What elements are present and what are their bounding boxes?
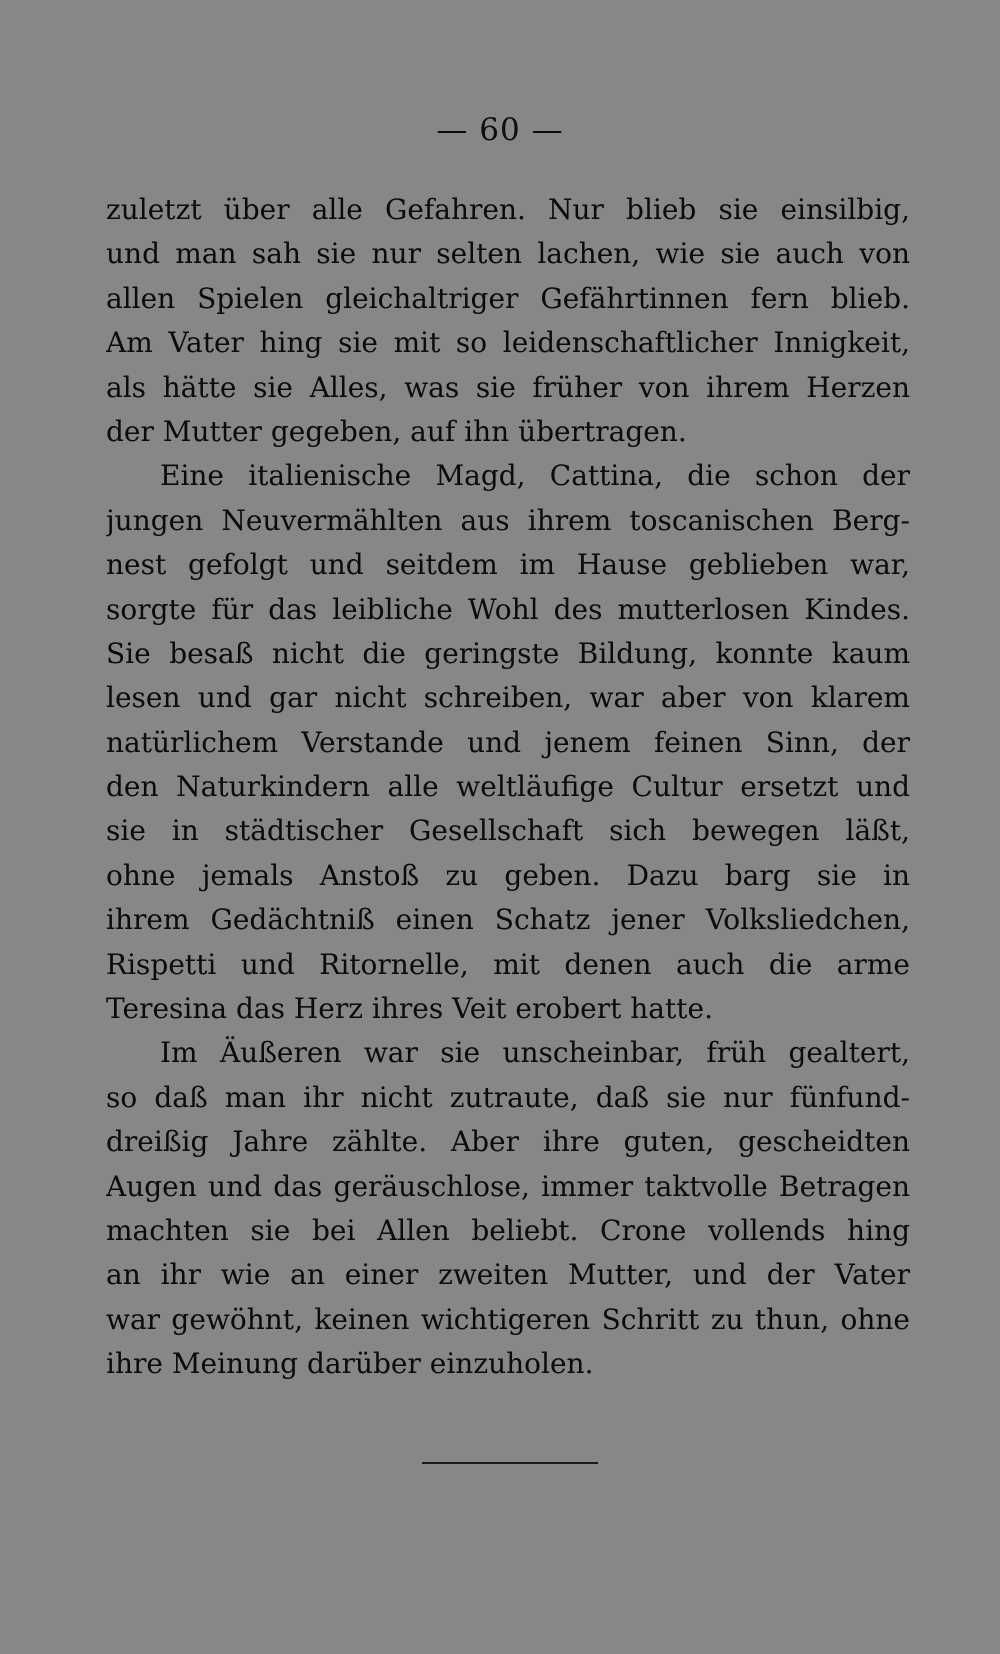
text-line: Eine italienische Magd, Cattina, die schon der bbox=[160, 459, 910, 493]
paragraph bbox=[106, 1031, 910, 1386]
end-rule bbox=[422, 1462, 598, 1464]
text-line: an ihr wie an einer zweiten Mutter, und der Vater bbox=[106, 1258, 910, 1292]
text-line: machten sie bei Allen beliebt. Crone vollends hing bbox=[106, 1213, 910, 1247]
text-line: der Mutter gegeben, auf ihn übertragen. bbox=[106, 414, 687, 448]
text-line: ohne jemals Anstoß zu geben. Dazu barg sie in bbox=[106, 858, 910, 892]
text-line: war gewöhnt, keinen wichtigeren Schritt zu thun, ohne bbox=[106, 1302, 910, 1336]
text-line: lesen und gar nicht schreiben, war aber von klarem bbox=[106, 681, 910, 715]
paragraph bbox=[106, 454, 910, 1031]
text-line: und man sah sie nur selten lachen, wie sie auch von bbox=[106, 237, 910, 271]
text-line: zuletzt über alle Gefahren. Nur blieb sie einsilbig, bbox=[106, 193, 910, 226]
text-line: allen Spielen gleichaltriger Gefährtinnen fern blieb. bbox=[106, 281, 910, 315]
text-line: dreißig Jahre zählte. Aber ihre guten, gescheidten bbox=[106, 1125, 910, 1159]
text-line: Im Äußeren war sie unscheinbar, früh gealtert, bbox=[160, 1036, 910, 1070]
paragraph bbox=[106, 188, 910, 454]
text-line: den Naturkindern alle weltläufige Cultur ersetzt und bbox=[106, 770, 910, 804]
text-line: sorgte für das leibliche Wohl des mutterlosen Kindes. bbox=[106, 592, 910, 626]
text-line: nest gefolgt und seitdem im Hause geblieben war, bbox=[106, 548, 910, 582]
body-text bbox=[106, 188, 910, 1387]
text-line: so daß man ihr nicht zutraute, daß sie nur fünfund- bbox=[106, 1080, 910, 1114]
text-line: ihre Meinung darüber einzuholen. bbox=[106, 1347, 594, 1381]
text-line: ihrem Gedächtniß einen Schatz jener Volksliedchen, bbox=[106, 903, 910, 937]
text-line: Am Vater hing sie mit so leidenschaftlicher Innigkeit, bbox=[106, 326, 910, 360]
text-line: jungen Neuvermählten aus ihrem toscanischen Berg- bbox=[106, 503, 910, 537]
page-number: — 60 — bbox=[436, 112, 564, 148]
text-line: natürlichem Verstande und jenem feinen Sinn, der bbox=[106, 725, 910, 759]
text-line: sie in städtischer Gesellschaft sich bewegen läßt, bbox=[106, 814, 910, 848]
text-line: Augen und das geräuschlose, immer taktvolle Betragen bbox=[106, 1169, 910, 1203]
text-line: Rispetti und Ritornelle, mit denen auch die arme bbox=[106, 947, 910, 981]
text-line: Sie besaß nicht die geringste Bildung, konnte kaum bbox=[106, 636, 910, 670]
text-line: Teresina das Herz ihres Veit erobert hatte. bbox=[106, 992, 713, 1026]
text-line: als hätte sie Alles, was sie früher von ihrem Herzen bbox=[106, 370, 910, 404]
